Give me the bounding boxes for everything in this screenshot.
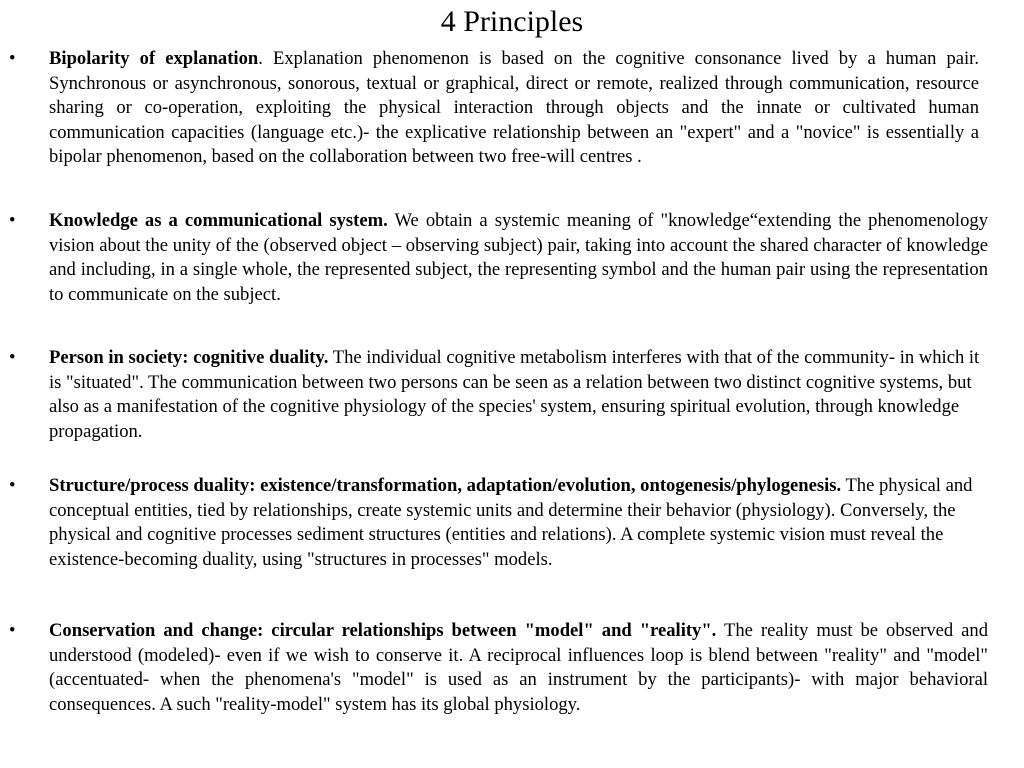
bullet-heading: Conservation and change: circular relationships between "model" and "reality". xyxy=(49,620,717,641)
bullet-heading: Structure/process duality: existence/transformation, adaptation/evolution, ontogenesis/phylogenesis. xyxy=(49,475,842,496)
bullet-marker: • xyxy=(9,475,16,496)
bullet-body xyxy=(49,346,988,444)
bullet-text: . Explanation phenomenon is based on the cognitive consonance lived by a human pair. Synchronous or asynchronous, sonorous, textual or graphical, direct or remote, realized through communication, resource sharing or co-operation, exploiting the physical interaction through objects and the innate or cultivated human communication capacities (language etc.)- the explicative relationship between an "expert" and a "novice" is essentially a bipolar phenomenon, based on the collaboration between two free-will centres . xyxy=(49,48,979,167)
bullet-text: The reality must be observed and understood (modeled)- even if we wish to conserve it. A reciprocal influences loop is blend between "reality" and "model" (accentuated- when the phenomena's "model" is used as an instrument by the participants)- with major behavioral consequences. A such "reality-model" system has its global physiology. xyxy=(49,620,988,715)
bullet-body xyxy=(49,47,979,170)
bullet-text: We obtain a systemic meaning of "knowledge“extending the phenomenology vision about the unity of the (observed object – observing subject) pair, taking into account the shared character of knowledge and including, in a single whole, the represented subject, the representing symbol and the human pair using the representation to communicate on the subject. xyxy=(49,210,988,305)
bullet-marker: • xyxy=(9,48,16,69)
bullet-body xyxy=(49,209,988,307)
bullet-heading: Person in society: cognitive duality. xyxy=(49,347,329,368)
bullet-text: The individual cognitive metabolism interferes with that of the community- in which it is "situated". The communication between two persons can be seen as a relation between two distinct cognitive systems, but also as a manifestation of the cognitive physiology of the species' system, ensuring spiritual evolution, through knowledge propagation. xyxy=(49,347,980,442)
bullet-heading: Knowledge as a communicational system. xyxy=(49,210,388,231)
bullet-body xyxy=(49,474,988,572)
bullet-marker: • xyxy=(9,347,16,368)
bullet-text: The physical and conceptual entities, tied by relationships, create systemic units and determine their behavior (physiology). Conversely, the physical and cognitive processes sediment structures (entities and relations). A complete systemic vision must reveal the existence-becoming duality, using "structures in processes" models. xyxy=(49,475,973,570)
bullet-marker: • xyxy=(9,210,16,231)
bullet-marker: • xyxy=(9,620,16,641)
bullet-heading: Bipolarity of explanation xyxy=(49,48,259,69)
bullet-body xyxy=(49,619,988,717)
slide-title: 4 Principles xyxy=(440,5,584,38)
